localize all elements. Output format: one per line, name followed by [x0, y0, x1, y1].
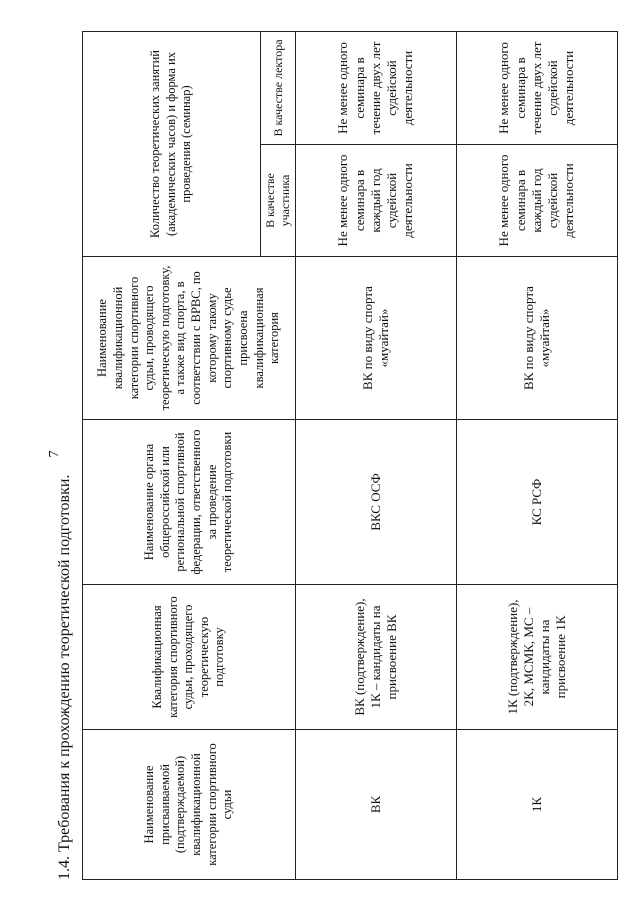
header-lecturer-category: Наименование квалификационной категории спортивного судьи, проводящего теоретическую подготовку, а также вид спорта, в соответствии с ВРВС, по которому такому спортивному судье присвоена квалификационная категория — [83, 257, 296, 420]
cell-trainee-category: ВК (подтверждение), 1К – кандидаты на присвоение ВК — [296, 585, 457, 730]
header-as-participant: В качестве участника — [261, 145, 296, 257]
cell-federation-body: КС РСФ — [457, 420, 618, 585]
cell-assigned-category: 1К — [457, 730, 618, 880]
section-caption: 1.4. Требования к прохождению теоретической подготовки. — [56, 474, 73, 880]
header-sessions-count: Количество теоретических занятий (академических часов) и форма их проведения (семинар) — [83, 31, 261, 256]
cell-lecturer-category: ВК по виду спорта «муайтай» — [296, 257, 457, 420]
header-as-lecturer: В качестве лектора — [261, 31, 296, 144]
table-row — [296, 31, 457, 879]
cell-as-lecturer: Не менее одного семинара в течение двух лет судейской деятельности — [296, 31, 457, 144]
cell-assigned-category: ВК — [296, 730, 457, 880]
cell-lecturer-category: ВК по виду спорта «муайтай» — [457, 257, 618, 420]
cell-as-lecturer: Не менее одного семинара в течение двух лет судейской деятельности — [457, 31, 618, 144]
header-trainee-category: Квалификационная категория спортивного судьи, проходящего теоретическую подготовку — [83, 585, 296, 730]
cell-as-participant: Не менее одного семинара в каждый год судейской деятельности — [457, 145, 618, 257]
requirements-table-wrapper — [82, 32, 598, 880]
requirements-table — [82, 31, 618, 880]
header-assigned-category: Наименование присваиваемой (подтверждаемой) квалификационной категории спортивного судьи — [83, 730, 296, 880]
header-federation-body: Наименование органа общероссийской или региональной спортивной федерации, ответственного за проведение теоретической подготовки — [83, 420, 296, 585]
cell-trainee-category: 1К (подтверждение), 2К, МСМК, МС – кандидаты на присвоение 1К — [457, 585, 618, 730]
table-row — [457, 31, 618, 879]
page-number: 7 — [47, 450, 62, 458]
cell-federation-body: ВКС ОСФ — [296, 420, 457, 585]
cell-as-participant: Не менее одного семинара в каждый год судейской деятельности — [296, 145, 457, 257]
